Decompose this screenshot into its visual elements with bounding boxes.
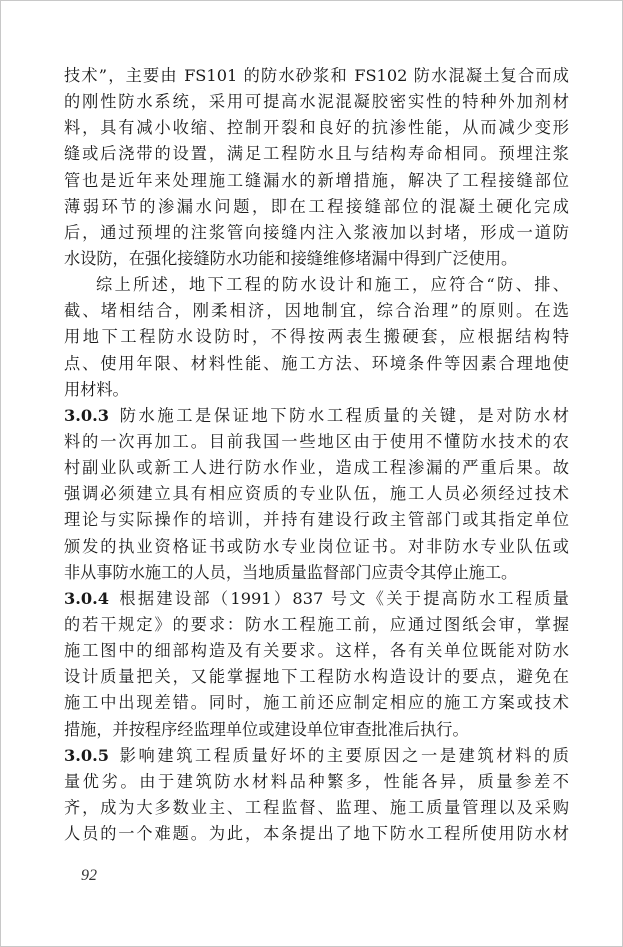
text-line: 人员的一个难题。为此，本条提出了地下防水工程所使用防水材 xyxy=(64,824,569,844)
text-line: 管也是近年来处理施工缝漏水的新增措施，解决了工程接缝部位 xyxy=(64,170,569,190)
text-line: 3.0.5 影响建筑工程质量好坏的主要原因之一是建筑材料的质 xyxy=(64,745,569,765)
text-line: 颁发的执业资格证书或防水专业岗位证书。对非防水专业队伍或 xyxy=(64,536,569,556)
text-line: 量优劣。由于建筑防水材料品种繁多，性能各异，质量参差不 xyxy=(64,771,569,791)
clause-number: 3.0.3 xyxy=(64,405,110,425)
text-line: 薄弱环节的渗漏水问题，即在工程接缝部位的混凝土硬化完成 xyxy=(64,196,569,216)
text-line: 施工中出现差错。同时，施工前还应制定相应的施工方案或技术 xyxy=(64,693,569,713)
text-line: 技术”，主要由 FS101 的防水砂浆和 FS102 防水混凝土复合而成 xyxy=(64,66,569,85)
text-line: 强调必须建立具有相应资质的专业队伍，施工人员必须经过技术 xyxy=(64,484,569,504)
text-line: 料的一次再加工。目前我国一些地区由于使用不懂防水技术的农 xyxy=(64,431,569,451)
text-line: 理论与实际操作的培训，并持有建设行政主管部门或其指定单位 xyxy=(64,510,569,530)
text-line: 3.0.4 根据建设部（1991）837 号文《关于提高防水工程质量 xyxy=(64,588,569,608)
text-line: 村副业队或新工人进行防水作业，造成工程渗漏的严重后果。故 xyxy=(64,458,569,478)
page-number: 92 xyxy=(81,867,97,884)
text-line: 截、堵相结合，刚柔相济，因地制宜，综合治理”的原则。在选 xyxy=(64,301,569,321)
text-line: 缝或后浇带的设置，满足工程防水且与结构寿命相同。预埋注浆 xyxy=(64,144,569,164)
text-line: 非从事防水施工的人员，当地质量监督部门应责令其停止施工。 xyxy=(64,562,518,582)
text-line: 后，通过预埋的注浆管向接缝内注入浆液加以封堵，形成一道防 xyxy=(64,222,569,242)
text-line: 料，具有减小收缩、控制开裂和良好的抗渗性能，从而减少变形 xyxy=(64,118,569,138)
text-line: 综上所述，地下工程的防水设计和施工，应符合“防、排、 xyxy=(96,275,569,295)
text-line: 的刚性防水系统，采用可提高水泥混凝胶密实性的特种外加剂材 xyxy=(64,92,569,112)
text-line: 3.0.3 防水施工是保证地下防水工程质量的关键，是对防水材 xyxy=(64,405,569,425)
text-line: 设计质量把关，又能掌握地下工程防水构造设计的要点，避免在 xyxy=(64,667,569,687)
text-line: 施工图中的细部构造及有关要求。这样，各有关单位既能对防水 xyxy=(64,641,569,661)
text-line: 的若干规定》的要求：防水工程施工前，应通过图纸会审，掌握 xyxy=(64,614,569,634)
text-line: 齐，成为大多数业主、工程监督、监理、施工质量管理以及采购 xyxy=(64,797,569,817)
body-text xyxy=(64,63,569,847)
text-line: 点、使用年限、材料性能、施工方法、环境条件等因素合理地使 xyxy=(64,353,569,373)
text-line: 水设防，在强化接缝防水功能和接缝维修堵漏中得到广泛使用。 xyxy=(64,248,518,268)
clause-number: 3.0.5 xyxy=(64,745,110,765)
text-line: 用地下工程防水设防时，不得按两表生搬硬套，应根据结构特 xyxy=(64,327,569,347)
text-line: 用材料。 xyxy=(64,379,129,399)
clause-number: 3.0.4 xyxy=(64,588,110,608)
text-line: 措施，并按程序经监理单位或建设单位审查批准后执行。 xyxy=(64,719,469,739)
